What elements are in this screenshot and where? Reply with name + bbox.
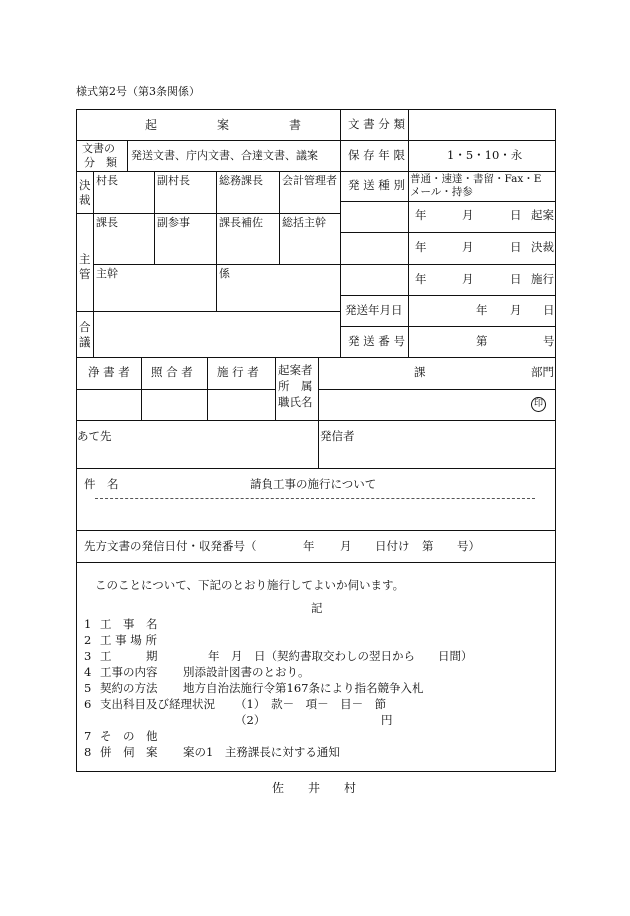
item-label: 併 伺 案 (100, 745, 158, 759)
kessai-day: 日 (510, 240, 522, 254)
subject-value: 請負工事の施行について (250, 477, 377, 491)
item-label: 契約の方法 (100, 681, 158, 695)
shokushimei-label: 職氏名 (278, 395, 313, 409)
retention-label: 保 存 年 限 (348, 148, 405, 162)
kian-month: 月 (462, 208, 474, 222)
shozoku-label: 所 属 (278, 379, 313, 393)
kian-label: 起案 (531, 208, 554, 222)
delivery-value-1: 普通・速達・書留・Fax・E (410, 173, 542, 185)
shukan-role-label: 主幹 (96, 267, 118, 280)
item-label: そ の 他 (100, 729, 158, 743)
kessai-label: 決 裁 (79, 178, 91, 207)
item-value: （1） 款－ 項－ 目－ 節 (235, 697, 387, 711)
shougousha-label: 照 合 者 (151, 365, 193, 379)
item-num: 2 (84, 633, 92, 647)
intro-text: このことについて、下記のとおり施行してよいか伺います。 (95, 578, 405, 592)
classification-label: 文 書 分 類 (348, 117, 405, 131)
shikou-year: 年 (415, 272, 427, 286)
item-num: 7 (84, 729, 92, 743)
ref-day: 日付け (375, 539, 410, 553)
ref-label: 先方文書の発信日付・収発番号（ (84, 539, 257, 553)
delivery-label: 発 送 種 別 (348, 178, 405, 192)
retention-value: 1・5・10・永 (447, 148, 523, 162)
item-value: 案の1 主務課長に対する通知 (183, 745, 340, 759)
bumon-label: 部門 (531, 365, 554, 379)
item-value: （2） (235, 713, 266, 727)
ref-dai: 第 (422, 539, 434, 553)
doc-class-value: 発送文書、庁内文書、合達文書、議案 (131, 149, 318, 162)
shikou-label: 施行 (531, 272, 554, 286)
ka-label: 課 (414, 365, 426, 379)
item-num: 8 (84, 745, 92, 759)
page-title: 起 案 書 (145, 118, 308, 132)
soukatsu-label: 総括主幹 (282, 216, 326, 229)
shikou-month: 月 (462, 272, 474, 286)
doc-class-label-1: 文書の (82, 142, 115, 155)
item-label: 工事の内容 (100, 665, 158, 679)
kachouhosa-label: 課長補佐 (219, 216, 263, 229)
ref-month: 月 (340, 539, 352, 553)
delivery-value-2: メール・持参 (410, 186, 473, 198)
item-value: 年 月 日（契約書取交わしの翌日から 日間） (208, 649, 473, 663)
send-date-label: 発送年月日 (345, 303, 403, 317)
item-num: 5 (84, 681, 92, 695)
send-dai: 第 (476, 334, 488, 348)
gougi-label: 合 議 (79, 320, 91, 349)
item-num: 1 (84, 617, 92, 631)
seal-icon: 印 (531, 397, 546, 412)
kachou-label: 課長 (96, 216, 118, 229)
kessai-month: 月 (462, 240, 474, 254)
yen-label: 円 (381, 713, 393, 727)
item-value: 別添設計図書のとおり。 (183, 665, 310, 679)
item-num: 4 (84, 665, 92, 679)
send-year: 年 (476, 303, 488, 317)
kian-year: 年 (415, 208, 427, 222)
doc-class-label-2: 分 類 (84, 156, 117, 169)
item-label: 支出科目及び経理状況 (100, 697, 215, 711)
send-number-label: 発 送 番 号 (348, 334, 405, 348)
subject-label: 件 名 (84, 477, 119, 491)
kessai-year: 年 (415, 240, 427, 254)
joushosha-label: 浄 書 者 (88, 365, 130, 379)
shikou-day: 日 (510, 272, 522, 286)
send-month: 月 (510, 303, 522, 317)
form-number: 様式第2号（第3条関係） (76, 85, 200, 98)
item-label: 工 期 (100, 649, 158, 663)
kian-day: 日 (510, 208, 522, 222)
ki-heading: 記 (311, 601, 323, 615)
fukusanji-label: 副参事 (157, 216, 190, 229)
kessai-date-label: 決裁 (531, 240, 554, 254)
item-label: 工 事 名 (100, 617, 158, 631)
footer-village: 佐 井 村 (272, 781, 357, 795)
soumukachou-label: 総務課長 (219, 174, 263, 187)
send-day: 日 (543, 303, 555, 317)
murachou-label: 村長 (96, 174, 118, 187)
fukumurachou-label: 副村長 (157, 174, 190, 187)
item-value: 地方自治法施行令第167条により指名競争入札 (183, 681, 424, 695)
ref-year: 年 (303, 539, 315, 553)
send-gou: 号 (543, 334, 555, 348)
kiansha-label: 起案者 (278, 363, 313, 377)
sender-label: 発信者 (320, 429, 355, 443)
item-label: 工 事 場 所 (100, 633, 157, 647)
kaikei-label: 会計管理者 (282, 174, 337, 187)
shikousha-label: 施 行 者 (217, 365, 259, 379)
kakari-label: 係 (219, 267, 230, 280)
ref-gou: 号） (457, 539, 480, 553)
item-num: 6 (84, 697, 92, 711)
item-num: 3 (84, 649, 92, 663)
addressee-label: あて先 (77, 429, 112, 443)
shukan-label: 主 管 (79, 252, 91, 281)
